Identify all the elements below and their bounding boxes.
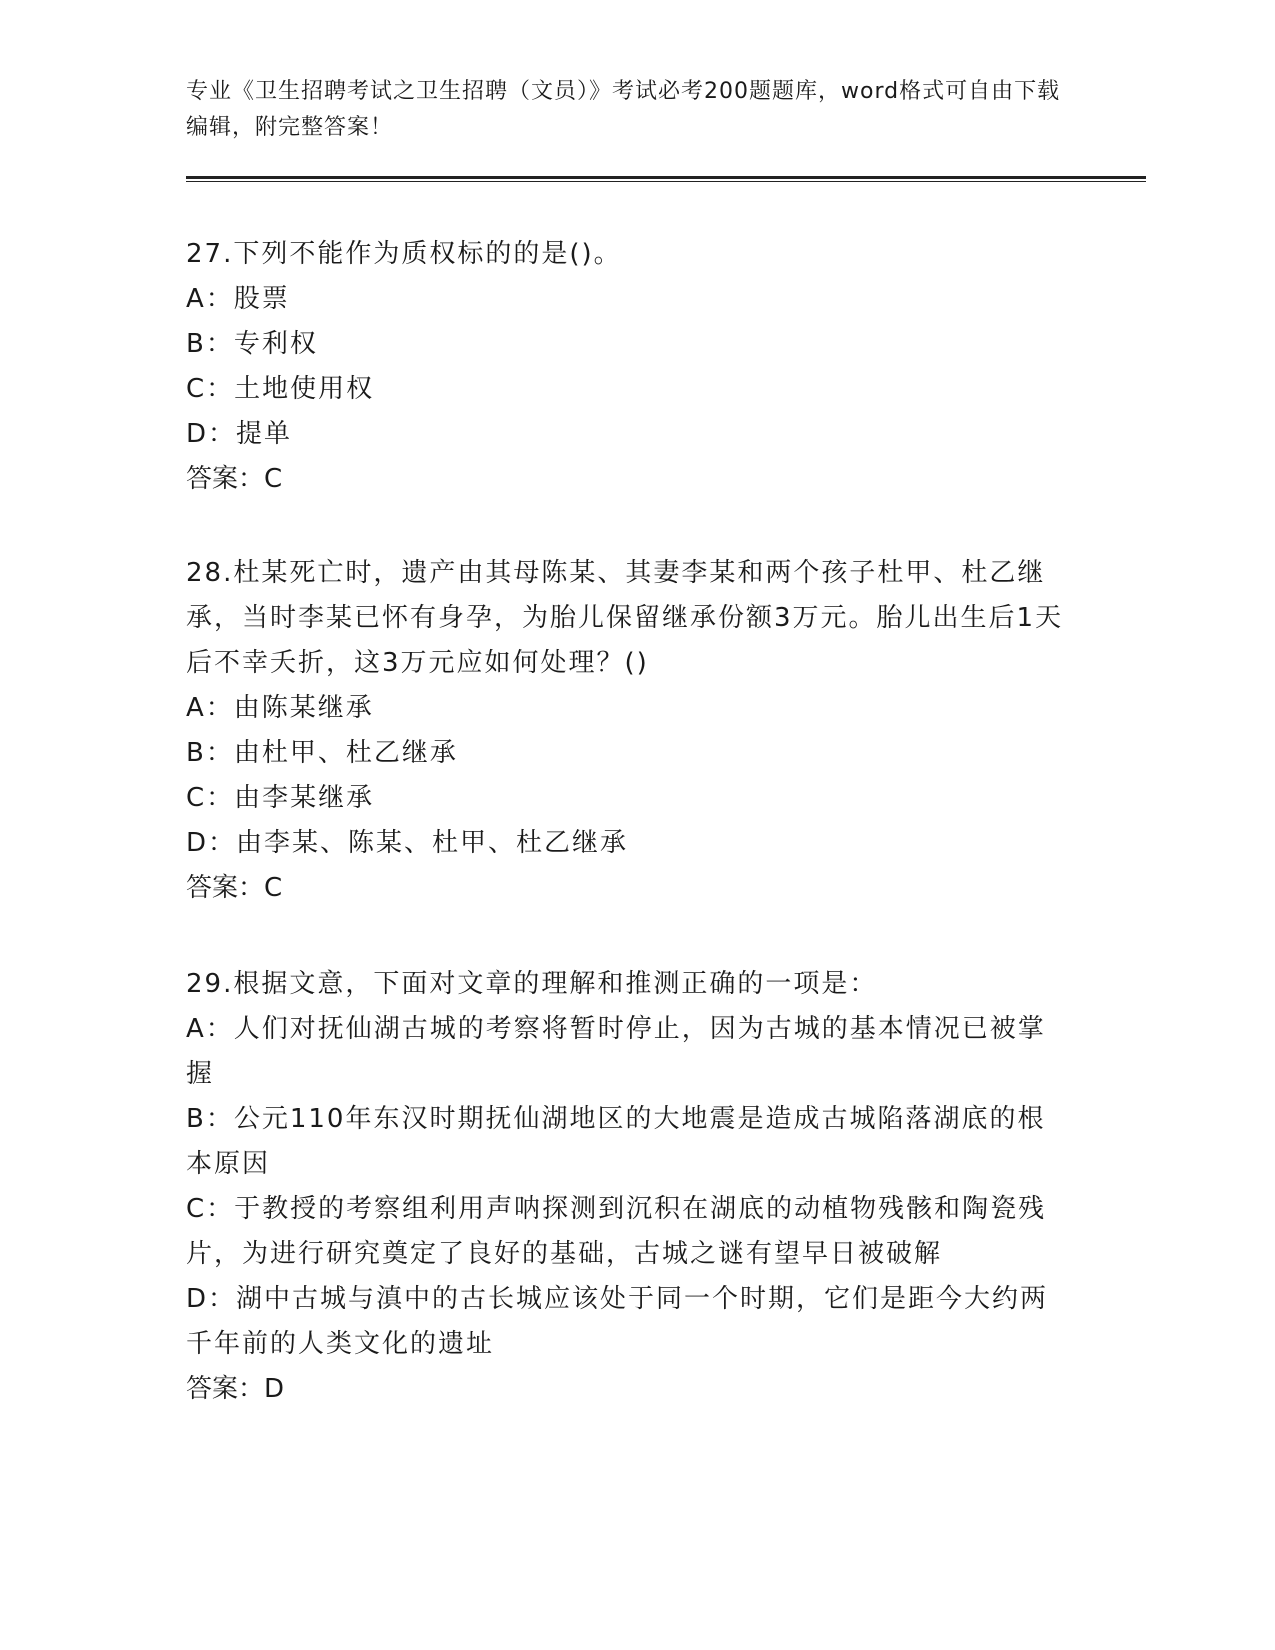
option-d: D：提单: [186, 419, 293, 449]
option-b: B：专利权: [186, 329, 318, 359]
option-d: D：由李某、陈某、杜甲、杜乙继承: [186, 828, 629, 858]
answer: 答案：C: [186, 873, 283, 903]
option-a: A：由陈某继承: [186, 693, 374, 723]
answer: 答案：D: [186, 1374, 285, 1404]
document-header: 专业《卫生招聘考试之卫生招聘（文员）》考试必考200题题库，word格式可自由下载编辑，附完整答案！: [186, 79, 1061, 140]
question-stem: 27.下列不能作为质权标的的是()。: [186, 239, 622, 269]
question-stem: 28.杜某死亡时，遗产由其母陈某、其妻李某和两个孩子杜甲、杜乙继承，当时李某已怀有身孕，为胎儿保留继承份额3万元。胎儿出生后1天后不幸夭折，这3万元应如何处理？(): [186, 558, 1064, 678]
option-d: D：湖中古城与滇中的古长城应该处于同一个时期，它们是距今大约两千年前的人类文化的遗址: [186, 1284, 1049, 1359]
question-29: [186, 962, 1066, 1412]
option-c: C：由李某继承: [186, 783, 375, 813]
question-28: [186, 551, 1066, 911]
question-27: [186, 232, 1066, 502]
option-b: B：由杜甲、杜乙继承: [186, 738, 458, 768]
option-c: C：于教授的考察组利用声呐探测到沉积在湖底的动植物残骸和陶瓷残片，为进行研究奠定了良好的基础，古城之谜有望早日被破解: [186, 1194, 1047, 1269]
option-a: A：股票: [186, 284, 290, 314]
option-b: B：公元110年东汉时期抚仙湖地区的大地震是造成古城陷落湖底的根本原因: [186, 1104, 1046, 1179]
header-divider: [186, 176, 1146, 182]
answer: 答案：C: [186, 464, 283, 494]
question-stem: 29.根据文意，下面对文章的理解和推测正确的一项是：: [186, 969, 878, 999]
option-c: C：土地使用权: [186, 374, 375, 404]
option-a: A：人们对抚仙湖古城的考察将暂时停止，因为古城的基本情况已被掌握: [186, 1014, 1046, 1089]
